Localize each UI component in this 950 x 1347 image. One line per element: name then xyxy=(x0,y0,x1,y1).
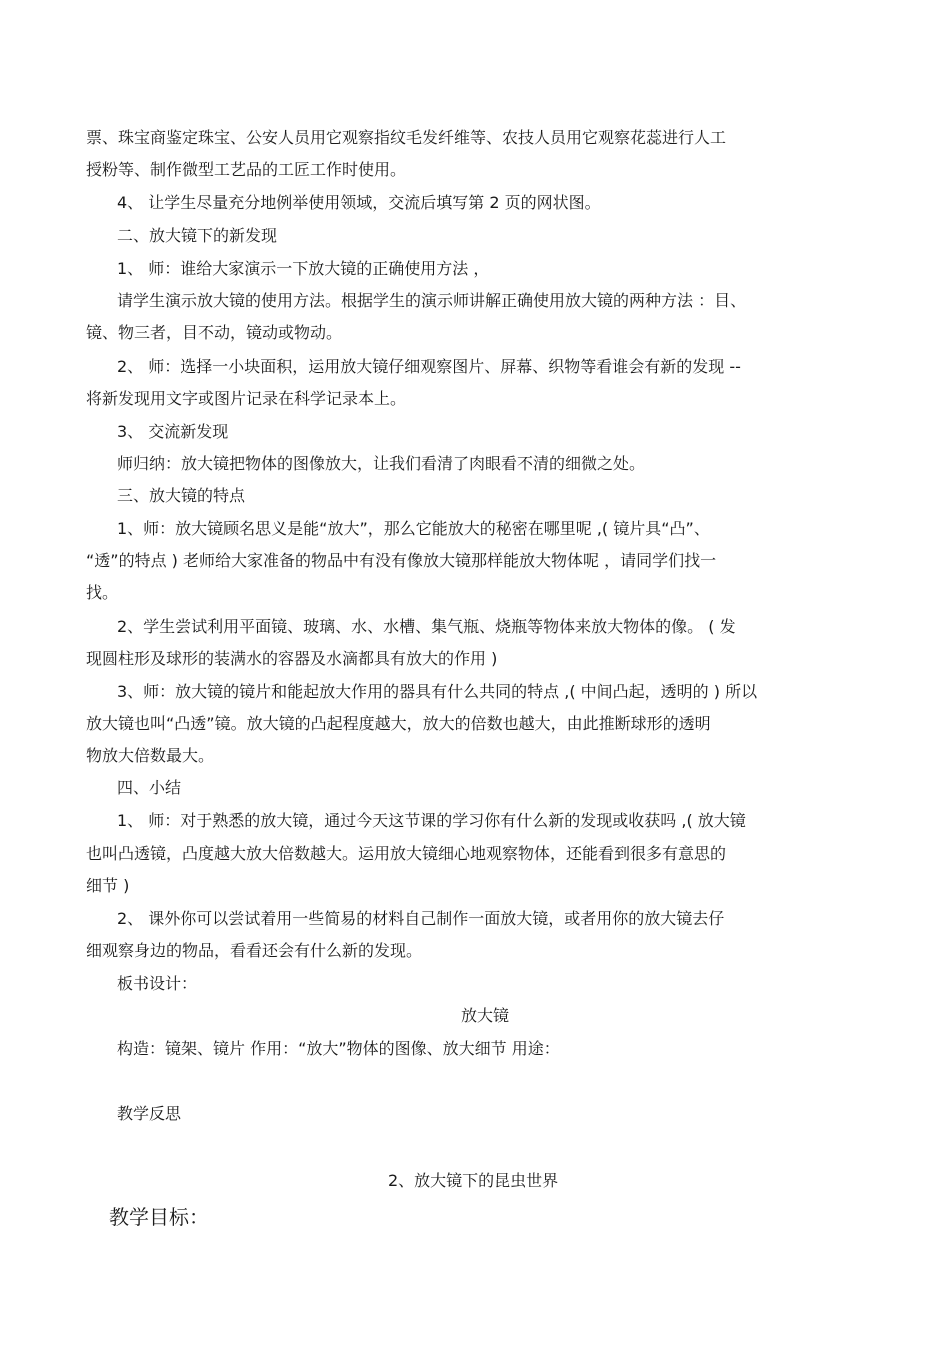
text-line: 板书设计： xyxy=(117,974,198,993)
text-line: 1、师：放大镜顾名思义是能“放大”，那么它能放大的秘密在哪里呢 ,( 镜片具“凸”、 xyxy=(117,519,710,538)
text-line: 1、 师：谁给大家演示一下放大镜的正确使用方法 ， xyxy=(117,259,490,278)
text-line: 细观察身边的物品，看看还会有什么新的发现。 xyxy=(86,941,423,960)
text-line: 4、 让学生尽量充分地例举使用领域，交流后填写第 2 页的网状图。 xyxy=(117,193,601,212)
text-line: 构造：镜架、镜片 作用：“放大”物体的图像、放大细节 用途： xyxy=(117,1039,560,1058)
text-line: 票、珠宝商鉴定珠宝、公安人员用它观察指纹毛发纤维等、农技人员用它观察花蕊进行人工 xyxy=(86,128,727,147)
text-line: 1、 师：对于熟悉的放大镜，通过今天这节课的学习你有什么新的发现或收获吗 ,( 放大镜 xyxy=(117,811,746,830)
text-line: 2、 课外你可以尝试着用一些简易的材料自己制作一面放大镜，或者用你的放大镜去仔 xyxy=(117,909,725,928)
text-line: 2、 师：选择一小块面积，运用放大镜仔细观察图片、屏幕、织物等看谁会有新的发现 -- xyxy=(117,357,741,376)
text-line: 教学反思 xyxy=(117,1104,182,1123)
text-line: 将新发现用文字或图片记录在科学记录本上。 xyxy=(86,389,407,408)
text-line: 放大镜也叫“凸透”镜。放大镜的凸起程度越大，放大的倍数也越大，由此推断球形的透明 xyxy=(86,714,711,733)
text-line: 师归纳：放大镜把物体的图像放大，让我们看清了肉眼看不清的细微之处。 xyxy=(117,454,646,473)
text-line: 请学生演示放大镜的使用方法。根据学生的演示师讲解正确使用放大镜的两种方法 ：目、 xyxy=(117,291,747,310)
section-heading: 四、小结 xyxy=(117,778,182,797)
text-line: 物放大倍数最大。 xyxy=(86,746,215,765)
text-line: 现圆柱形及球形的装满水的容器及水滴都具有放大的作用 ) xyxy=(86,649,498,668)
text-line: 3、 交流新发现 xyxy=(117,422,229,441)
text-line: 2、学生尝试利用平面镜、玻璃、水、水槽、集气瓶、烧瓶等物体来放大物体的像。 ( 发 xyxy=(117,617,736,636)
section-heading: 三、放大镜的特点 xyxy=(117,486,246,505)
text-line: 镜、物三者，目不动，镜动或物动。 xyxy=(86,323,343,342)
section-heading: 二、放大镜下的新发现 xyxy=(117,226,278,245)
lesson-title: 2、放大镜下的昆虫世界 xyxy=(388,1171,559,1190)
section-heading: 教学目标： xyxy=(109,1205,209,1229)
text-line: 细节 ) xyxy=(86,876,130,895)
text-line: 找。 xyxy=(86,583,119,602)
board-title: 放大镜 xyxy=(461,1006,510,1025)
text-line: 3、师：放大镜的镜片和能起放大作用的器具有什么共同的特点 ,( 中间凸起，透明的 ) 所以 xyxy=(117,682,758,701)
text-line: “透”的特点 ) 老师给大家准备的物品中有没有像放大镜那样能放大物体呢 ，请同学们找一 xyxy=(86,551,717,570)
text-line: 授粉等、制作微型工艺品的工匠工作时使用。 xyxy=(86,160,407,179)
text-line: 也叫凸透镜，凸度越大放大倍数越大。运用放大镜细心地观察物体，还能看到很多有意思的 xyxy=(86,844,727,863)
